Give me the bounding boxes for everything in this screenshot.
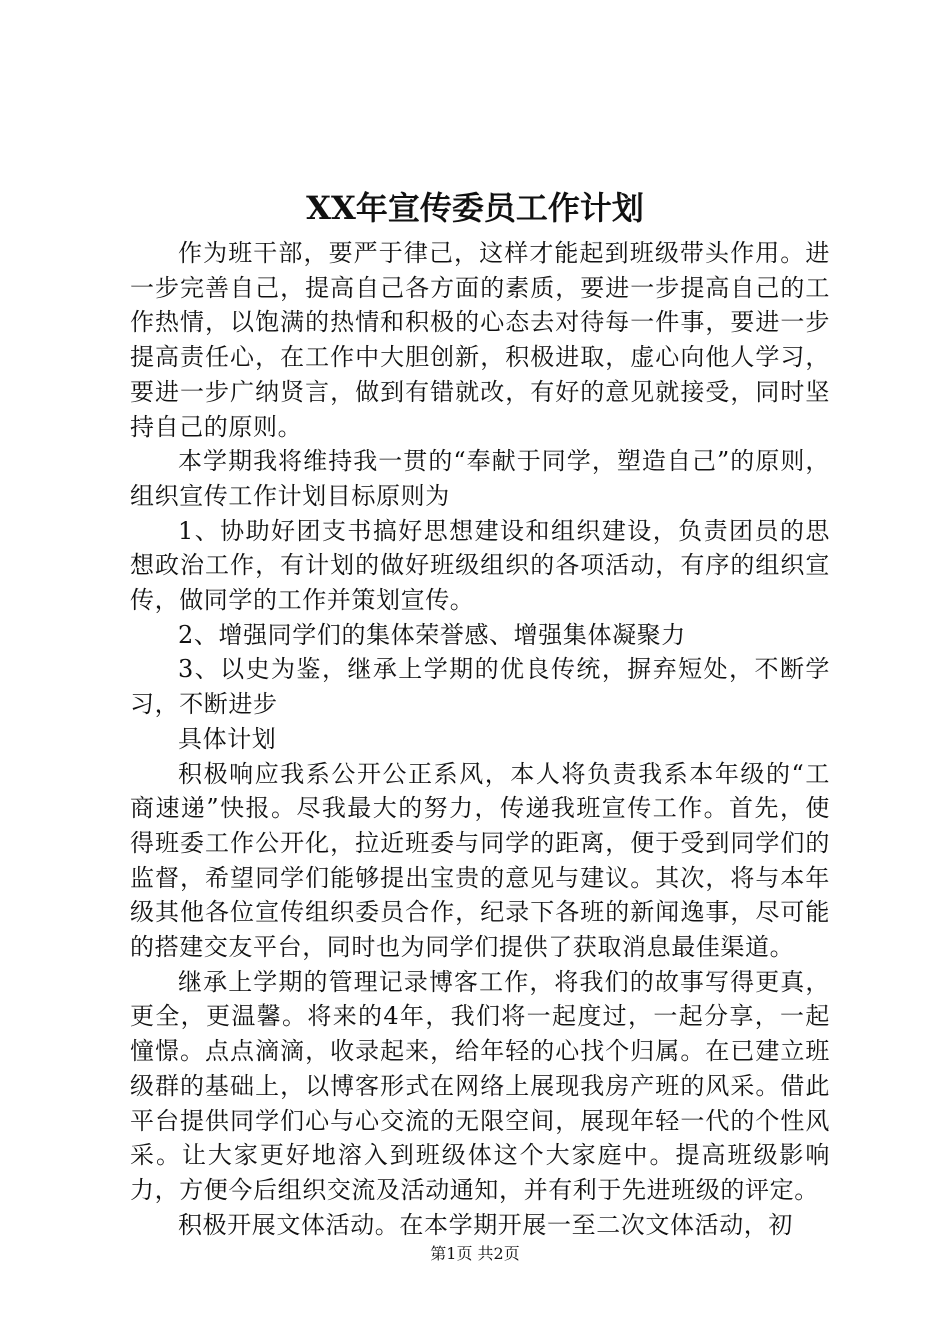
section-heading: 具体计划 — [178, 724, 277, 753]
paragraph: 3、以史为鉴，继承上学期的优良传统，摒弃短处，不断学习，不断进步 — [130, 655, 830, 719]
document-body — [130, 236, 830, 1242]
paragraph: 积极开展文体活动。在本学期开展一至二次文体活动，初 — [178, 1210, 793, 1239]
paragraph: 2、增强同学们的集体荣誉感、增强集体凝聚力 — [178, 620, 686, 649]
paragraph: 继承上学期的管理记录博客工作，将我们的故事写得更真，更全，更温馨。将来的4年，我们将一起度过，一起分享，一起憧憬。点点滴滴，收录起来，给年轻的心找个归属。在已建立班级群的基础上，以博客形式在网络上展现我房产班的风采。借此平台提供同学们心与心交流的无限空间，展现年轻一代的个性风采。让大家更好地溶入到班级体这个大家庭中。提高班级影响力，方便今后组织交流及活动通知，并有利于先进班级的评定。 — [130, 967, 830, 1204]
paragraph: 积极响应我系公开公正系风，本人将负责我系本年级的“工商速递”快报。尽我最大的努力，传递我班宣传工作。首先，使得班委工作公开化，拉近班委与同学的距离，便于受到同学们的监督，希望同学们能够提出宝贵的意见与建议。其次，将与本年级其他各位宣传组织委员合作，纪录下各班的新闻逸事，尽可能的搭建交友平台，同时也为同学们提供了获取消息最佳渠道。 — [130, 759, 830, 962]
page-footer: 第1页 共2页 — [430, 1244, 520, 1263]
document-title: XX年宣传委员工作计划 — [306, 189, 644, 227]
paragraph: 本学期我将维持我一贯的“奉献于同学，塑造自己”的原则，组织宣传工作计划目标原则为 — [130, 447, 830, 510]
paragraph: 1、协助好团支书搞好思想建设和组织建设，负责团员的思想政治工作，有计划的做好班级组织的各项活动，有序的组织宣传，做同学的工作并策划宣传。 — [130, 516, 830, 615]
paragraph: 作为班干部，要严于律己，这样才能起到班级带头作用。进一步完善自己，提高自己各方面的素质，要进一步提高自己的工作热情，以饱满的热情和积极的心态去对待每一件事，要进一步提高责任心，在工作中大胆创新，积极进取，虚心向他人学习，要进一步广纳贤言，做到有错就改，有好的意见就接受，同时坚持自己的原则。 — [130, 239, 830, 441]
